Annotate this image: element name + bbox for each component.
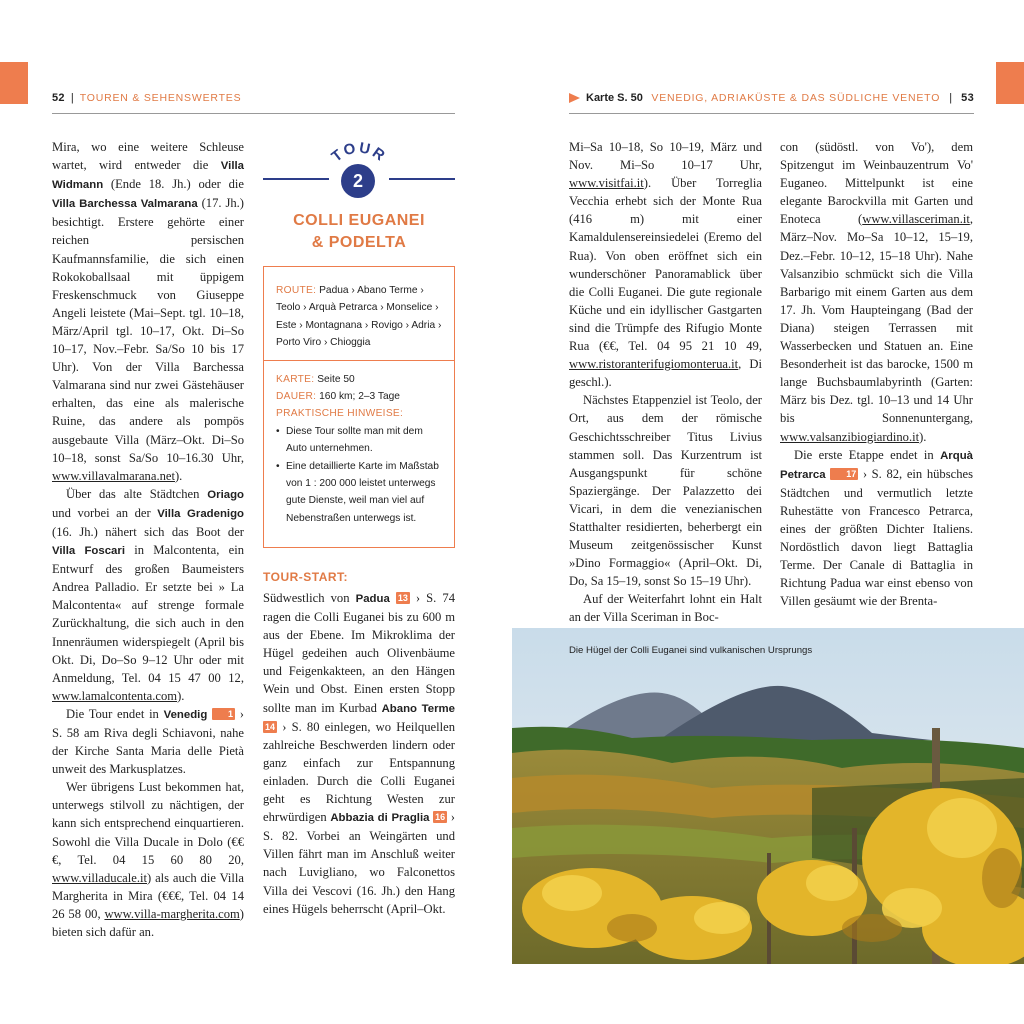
right-running-header [569, 92, 974, 114]
tour-rule-right [389, 178, 455, 180]
text-run: Über das alte Städtchen [66, 486, 208, 501]
text-run: › S. 82, ein hübsches Städtchen und vermutlich letzte Ruhestätte von Francesco Petrarca, eines der größten Dichter Italiens. Nordöstlich davon liegt Battaglia Terme. Der Canale di Battaglia in Richtung Padua war einst ebenso von Villen gesäumt wie der Brenta- [780, 466, 973, 609]
text-run: ). [174, 468, 183, 483]
place-name: Villa Widmann [52, 160, 244, 192]
hills-vineyard-illustration [512, 628, 1024, 964]
sight-number-badge: 13 [397, 593, 408, 603]
web-link[interactable]: www.villa-margherita.com [104, 906, 240, 921]
place-name: Villa Barchessa Valmarana [52, 198, 198, 211]
text-column-4 [780, 138, 973, 610]
tour-title [263, 210, 455, 254]
sight-number-badge: 16 [435, 812, 446, 823]
page-edge-tab-left [0, 62, 28, 104]
web-link[interactable]: www.lamalcontenta.com [52, 688, 178, 703]
svg-text:TOUR [328, 139, 389, 165]
text-run: und vorbei an der [52, 505, 158, 520]
text-run: (16. Jh.) nähert sich das Boot der [52, 524, 244, 539]
sight-number-badge: 17 [830, 468, 858, 480]
paragraph [52, 778, 244, 941]
paragraph: Nächstes Etappenziel ist Teolo, der Ort, aus dem der römische Geschichtsschreiber Titus Livius stammen soll. Das Kurzentrum ist Ausgangspunkt für schöne Spaziergänge. Der Palazzetto dei Vicari, in dem die venezianischen Statthalter residierten, beherbergt ein Museum zeitgenössischer Kunst »Dino Formaggio« (April–Okt. Di, Do, Sa 15–19, sonst So 15–19 Uhr). [569, 393, 762, 589]
sight-number-badge: 1 [212, 708, 235, 720]
sight-number-badge: 14 [265, 721, 276, 732]
text-run: in Malcontenta, ein Entwurf des großen Baumeisters Andrea Palladio. Er setzte bei » La Malcontenta« auf strenge formale Zurückhaltung, die sich auch in den Innenräumen widerspiegelt (April bis Okt. Di, Do–So 9–12 Uhr oder mit Anmeldung, Tel. 04 15 47 00 12, [52, 543, 244, 685]
text-run: ) bieten sich dafür an. [52, 906, 244, 940]
text-run: con (südöstl. von Vo'), dem Spitzengut im Weinbauzentrum Vo' Euganeo. Mittelpunkt ist eine elegante Barockvilla mit Garten und Enoteca ( [780, 140, 973, 227]
text-run: (Ende 18. Jh.) oder die [103, 177, 244, 192]
text-column-3 [569, 138, 762, 627]
place-name: Oriago [207, 488, 244, 501]
web-link[interactable]: www.valsanzibiogiardino.it [780, 429, 920, 444]
text-run: › S. 80 einlegen, wo Heilquellen zahlreiche Beschwerden lindern oder ganz einfach zur Entspannung einladen. Durch die Colli Euganei geht es Richtung Westen zur ehrwürdigen [263, 719, 455, 825]
left-page-number: 52 [52, 92, 65, 104]
right-section-title: VENEDIG, ADRIAKÜSTE & DAS SÜDLICHE VENETO [651, 92, 941, 104]
web-link[interactable]: www.villasceriman.it [862, 212, 970, 227]
dauer-label: DAUER: [276, 391, 317, 403]
place-name: Arquà Petrarca [780, 449, 973, 481]
web-link[interactable]: www.visitfai.it [569, 176, 644, 191]
paragraph: Auf der Weiterfahrt lohnt ein Halt an der Villa Sceriman in Boc- [569, 592, 762, 625]
text-run: (17. Jh.) besichtigt. Erstere gehörte einer reichen persischen Kaufmannsfamilie, die sich einen Rokokoballsaal mit üppigem Freskenschmuck von Giuseppe Angeli leistete (Mai–Sept. tgl. 10–18, März/April tgl. 10–17, Okt. Di–So 10–17, Nov.–Febr. Sa/So 10 bis 17 Uhr). Von der Villa Barchessa Valmarana sind nur zwei Gästehäuser erhalten, das eine als malerische Ruine, das andere als pompös ausgebaute Villa (März–Okt. Di–So 10–18, sonst Sa/So 10–16.30 Uhr, [52, 196, 244, 465]
hinweise-label: PRAKTISCHE HINWEISE: [276, 408, 404, 420]
paragraph [52, 705, 244, 778]
text-run: Die erste Etappe endet in [794, 447, 941, 462]
text-run: Südwestlich von [263, 591, 356, 605]
place-name: Padua [355, 593, 390, 605]
left-running-header [52, 92, 455, 114]
tour-title-line-1: COLLI EUGANEI [293, 212, 425, 229]
route-section [264, 267, 454, 361]
karte-line [276, 371, 444, 388]
text-run: , Di geschl.). [569, 357, 762, 390]
paragraph [780, 446, 973, 611]
web-link[interactable]: www.villavalmarana.net [52, 468, 175, 483]
route-label: ROUTE: [276, 285, 317, 296]
route-text: Padua › Abano Terme › Teolo › Arquà Petrarca › Monselice › Este › Montagnana › Rovigo › Adria › Porto Viro › Chioggia [276, 285, 442, 349]
text-run: Mira, wo eine weitere Schleuse wartet, wird entweder die [52, 140, 244, 173]
text-run: ). Über Torreglia Vecchia erhebt sich der Monte Rua (416 m) mit einer Kamaldulensereinsiedelei (Eremo del Rua). Von oben eröffnet sich ein wunderschöner Panoramablick über die Colli Euganei. Die gute regionale Küche und ein idyllischer Gastgarten sind die Trümpfe des Rifugio Monte Rua (€€, Tel. 04 95 21 10 49, [569, 176, 762, 354]
paragraph [263, 589, 455, 918]
photo-caption: Die Hügel der Colli Euganei sind vulkanischen Ursprungs [569, 645, 813, 656]
left-section-title: TOUREN & SEHENSWERTES [79, 92, 242, 104]
right-page-number: 53 [961, 92, 974, 104]
tour-rule-left [263, 178, 329, 180]
right-header-group [651, 92, 974, 104]
tour-word: TOUR [328, 139, 390, 166]
place-name: Abano Terme [381, 702, 455, 715]
place-name: Villa Foscari [52, 545, 125, 558]
tour-title-line-2: & PODELTA [311, 234, 407, 251]
place-name: Venedig [163, 708, 208, 721]
text-run: Wer übrigens Lust bekommen hat, unterwegs stilvoll zu nächtigen, der kann sich entsprechend einquartieren. Sowohl die Villa Ducale in Dolo (€€€, Tel. 04 15 60 80 20, [52, 780, 244, 867]
hinweise-list [276, 423, 444, 527]
tour-number-badge: 2 [341, 164, 375, 198]
arrow-right-icon [569, 93, 580, 103]
left-header-separator: | [70, 92, 74, 104]
text-run: › S. 74 ragen die Colli Euganei bis zu 600 m aus der Ebene. Im Mikroklima der Hügel gedeihen auch Olivenbäume und Feigenkakteen, an den Hängen Wein und Obst. Einen ersten Stopp sollte man im Kurbad [263, 591, 455, 715]
right-header-separator: | [949, 92, 953, 104]
dauer-value: 160 km; 2–3 Tage [319, 391, 400, 403]
map-reference[interactable] [569, 92, 643, 104]
map-reference-text: Karte S. 50 [586, 92, 643, 104]
paragraph [569, 138, 762, 391]
paragraph [780, 138, 973, 446]
tour-heading [263, 138, 455, 258]
text-run: ). [177, 688, 185, 703]
tour-info-box [263, 266, 455, 548]
place-name: Abbazia di Praglia [330, 812, 430, 825]
text-run: Mi–Sa 10–18, So 10–19, März und Nov. Mi–So 10–17 Uhr, [569, 140, 762, 173]
karte-label: KARTE: [276, 373, 315, 385]
list-item: • Eine detaillierte Karte im Maßstab von 1 : 200 000 leistet unterwegs gute Dienste, weil man viel auf Nebenstraßen unterwegs ist. [276, 458, 444, 528]
text-run: › S. 82. Vorbei an Weingärten und Villen fährt man im Anschluß weiter nach Luvigliano, wo Falconettos Villa dei Vescovi (16. Jh.) den Hang eines Hügels beherrscht (April–Okt. [263, 810, 455, 916]
web-link[interactable]: www.villaducale.it [52, 870, 148, 885]
page-edge-tab-right [996, 62, 1024, 104]
text-run: ). [919, 429, 927, 444]
paragraph [52, 138, 244, 485]
text-run: , März–Nov. Mo–Sa 10–12, 15–19, Dez.–Febr. 10–12, 15–18 Uhr). Nahe Valsanzibio schmückt sich die Villa Barbarigo mit einem Garten aus dem 17. Jh. Vom Haupteingang (Bad der Diana) steigen Terrassen mit Wasserbecken und Statuen an. Eine Besonderheit ist das barocke, 1500 m lange Buchsbaumlabyrinth (Garten: März bis Dez. tgl. 10–13 und 14 Uhr bis Sonnenuntergang, [780, 212, 973, 426]
karte-value: Seite 50 [317, 373, 355, 385]
text-run: Die Tour endet in [66, 706, 164, 721]
dauer-line [276, 388, 444, 405]
list-item: • Diese Tour sollte man mit dem Auto unternehmen. [276, 423, 444, 458]
paragraph [52, 485, 244, 705]
place-name: Villa Gradenigo [157, 507, 244, 520]
text-column-1 [52, 138, 244, 941]
web-link[interactable]: www.ristoranterifugiomonterua.it [569, 357, 739, 372]
text-run: › S. 58 am Riva degli Schiavoni, nahe der Kirche Santa Maria delle Pietà unweit des Markusplatzes. [52, 706, 245, 777]
text-run: ) als auch die Villa Margherita in Mira (€€€, Tel. 04 14 26 58 00, [52, 870, 244, 921]
tour-start-heading: TOUR-START: [263, 570, 349, 584]
landscape-photo [512, 628, 1024, 964]
facts-section [264, 361, 454, 534]
text-column-2 [263, 589, 455, 918]
